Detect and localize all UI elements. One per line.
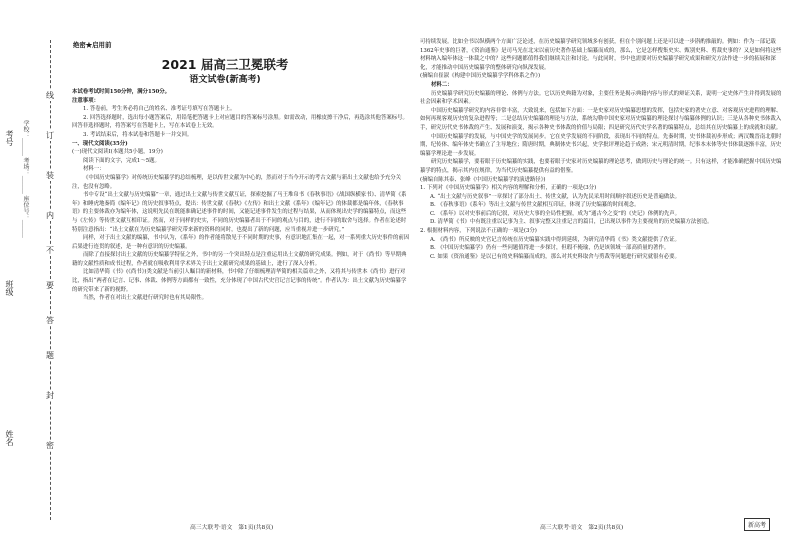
paragraph: 2. 根据材料内容，下列说法不正确的一项是(3分) bbox=[420, 228, 537, 235]
paragraph: 一、现代文阅读(35分) bbox=[72, 140, 128, 147]
page2-footer: 高三大联考·语文 第2页(共8页) bbox=[540, 525, 624, 531]
paragraph: 中国历史编纂学的发展，与中国史学的发展同步。它在史学发展的不同阶段，表现出不同的特点。先秦时期，史书体裁初步形成；两汉魏晋南北朝时期，纪传体、编年体史书确立了主导地位；隋唐时期，典制体史书兴起，史学批评理论趋于成熟；宋元明清时期，纪事本末体等史书体裁逐渐丰富，历史编纂学理论进一步发展。 bbox=[420, 133, 782, 157]
paragraph: 可持续发展。比如全书以纵横两个方面广泛论述，在历史编纂学研究领域多有创获，但在个别问题上还是可以进一步斟酌推敲的。例如：作为一部记载1362年史事的巨著，《资治通鉴》是司马光在北宋以前历史著作基础上编纂而成的，那么，它是怎样搜集史实、甄别史料、剪裁史事的？又是如何将这些材料纳入编年体这一体裁之中的？这些问题都值得我们继续关注和讨论。与此同时，书中也需要对历史编纂学研究成果和研究方法作进一步的拓展和深化，才能推动中国历史编纂学的整体研究向纵深发展。 bbox=[420, 39, 782, 71]
paragraph: 材料二： bbox=[431, 81, 453, 88]
paragraph: A. 《尚书》所反映的史官记言传统在历史编纂实践中得到延续，为研究清华简《书》类文献提供了佐证。 bbox=[430, 236, 680, 243]
seal-mark: 答 bbox=[46, 316, 54, 325]
paragraph: (摘编自崔淑《构建中国历史编纂学学科体系之作》) bbox=[420, 73, 541, 80]
seal-mark: 题 bbox=[46, 351, 54, 360]
paragraph: (一)现代文阅读Ⅰ(本题共5小题，19分) bbox=[72, 149, 163, 156]
seal-mark: 内 bbox=[46, 211, 54, 220]
exam-title: 2021 届高三卫冕联考 bbox=[161, 57, 289, 72]
paragraph: 阅读下面的文字，完成1～5题。 bbox=[83, 157, 160, 164]
paragraph: B. 《春秋事语》《系年》等出土文献与传世文献相互印证，体现了历史编纂的时间观念。 bbox=[430, 202, 640, 209]
paragraph: 2. 回答选择题时，选出每小题答案后，用铅笔把答题卡上对应题目的答案标号涂黑。如需改动，用橡皮擦干净后，再选涂其他答案标号。回答非选择题时，将答案写在答题卡上，写在本试卷上无效。 bbox=[72, 114, 408, 130]
seal-mark: 封 bbox=[46, 391, 54, 400]
paragraph: 比如清华简《书》(《尚书》)类文献是当前引人瞩目的新材料，书中除了仔细梳理清华简的相关篇章之外，又将其与传世本《尚书》进行对比，指出“两者在记言、记事、体裁、体例等方面都有一致性，充分体现了中国古代史官记言记事的传统”。作者认为：出土文献为历史编纂学的研究带来了新的视野。 bbox=[72, 269, 407, 293]
secret-label: 绝密★启用前 bbox=[73, 41, 112, 49]
paragraph: 书中专设“出土文献与历史编纂”一章，通过出土文献与传世文献互证，探索挖掘了马王堆帛书《春秋事语》《战国纵横家书》、清华简《系年》和睡虎地秦简《编年记》的历史叙事特点，提出：传世文献《春秋》《左传》和出土文献《系年》《编年记》的体裁都是编年体，《春秋事语》的主要体裁亦为编年体，这说明先民在既能准确记述事件的时间，又能记述事件发生的过程与结果，从而体现出史学的编纂特点，而这些与《左传》等传世文献互相印证。然而，对于同样的史实，不同的历史编纂者出于不同的观点与目的，进行不同的取舍与选择。作者在论述时特别注意指出：“出土文献在为历史编纂学研究带来新的资料的同时，也提出了新的问题，应当重视并进一步研究。” bbox=[72, 192, 407, 233]
paragraph: 《中国历史编纂学》对传统历史编纂学的总结梳理，是以传世文献为中心的，然而对于当今开示的考古文献与新出土文献也给予充分关注，也没有忽略。 bbox=[72, 174, 402, 190]
paragraph: 1. 下列对《中国历史编纂学》相关内容的理解和分析，正确的一项是(3分) bbox=[420, 185, 597, 192]
paragraph: C. 如果《资治通鉴》是以已有的史料编纂而成的，那么对其史料取舍与剪裁等问题进行研究就很有必要。 bbox=[430, 253, 680, 260]
margin-instruction: 学校：______ 考场：______ 座位号：______ bbox=[22, 120, 29, 238]
paragraph: 1. 答卷前，考生务必将自己的姓名、准考证号填写在答题卡上。 bbox=[83, 106, 236, 113]
seal-mark: 要 bbox=[46, 281, 54, 290]
paragraph: 研究历史编纂学，要着眼于历史编纂的实践，也要着眼于史家对历史编纂的理论思考，做到历史与理论的统一。只有这样，才能准确把握中国历史编纂学的特点，揭示其内在规律，为当代历史编纂提供有益的借鉴。 bbox=[420, 159, 782, 174]
paragraph: 历史编纂学研究历史编纂的理论、体例与方法。它以历史典籍为对象，主要任务是揭示典籍内容与形式的辩证关系，说明一定史体产生并得到发展的社会因素和学术因素。 bbox=[420, 90, 782, 106]
paragraph: (摘编自陈其泰、张峰《中国历史编纂学的演进路径》) bbox=[420, 176, 546, 183]
page1-column bbox=[72, 88, 410, 516]
seal-mark: 装 bbox=[46, 171, 54, 180]
paragraph: 本试卷考试时间150分钟，满分150分。 bbox=[72, 89, 170, 95]
seal-mark: 不 bbox=[46, 246, 54, 255]
paragraph: 3. 考试结束后，将本试卷和答题卡一并交回。 bbox=[83, 131, 193, 138]
exam-subtitle: 语文试卷(新高考) bbox=[189, 75, 261, 85]
paragraph: A. “出土文献与历史叙事”一章探讨了部分出土、传世文献，认为先民采用时间顺序叙述历史是普遍做法。 bbox=[430, 193, 681, 200]
page1-footer: 高三大联考·语文 第1页(共8页) bbox=[190, 525, 274, 531]
seal-mark: 线 bbox=[46, 91, 54, 100]
edition-badge: 新高考 bbox=[744, 518, 770, 531]
page2-column bbox=[420, 38, 782, 516]
seal-mark: 密 bbox=[46, 441, 54, 450]
paragraph: 中国历史编纂学研究的内容非常丰富，大致说来，包括如下方面：一是史家对历史编纂思想的发挥，包括史家的著史立意、对客观历史进程的理解、如何再现客观历史的复杂进程等；二是总结历史编纂的理论与方法，系统勾勒中国史家对历史编纂的理论探讨与编纂体例的认识；三是从各种史书体裁入手，研究历代史书体裁的产生、发展和演变，揭示各种史书体裁的价值与局限；四是研究历代史学名著的编纂特点，总结其在历史编纂上的成就和贡献。 bbox=[420, 107, 782, 131]
paragraph: B. 《中国历史编纂学》仍有一些问题值得进一步探讨，但瑕不掩瑜，仍是该领域一部高质量的著作。 bbox=[430, 245, 670, 252]
paragraph: 当然，作者在对出土文献进行研究时也有其局限性。 bbox=[83, 295, 207, 302]
paragraph: 材料一： bbox=[83, 166, 105, 173]
exam-id-label: 考号 bbox=[5, 130, 14, 146]
paragraph: 注意事项： bbox=[72, 97, 99, 104]
class-label: 班级 bbox=[5, 280, 14, 296]
seal-mark: 订 bbox=[46, 131, 54, 140]
paragraph: D. 清华简《书》中有既注重以记事为主、叙事完整又注重记言的篇目，已出现以事件为主要视角的历史编纂方法创造。 bbox=[430, 219, 713, 226]
name-label: 姓名 bbox=[5, 430, 14, 446]
paragraph: 同样，对于出土文献的编纂，书中认为，《系年》的作者能将散见于不同时期的史事，有意识地汇集在一起，对一系列重大历史事件的前因后果进行连贯的叙述，是一种有意识的历史编纂。 bbox=[72, 235, 410, 250]
paragraph: 而除了直接探讨出土文献的历史编纂学特征之外，书中的另一个突出特点是注重运用出土文献的研究成果。例如，对于《尚书》等早期典籍的文献性质和成书过程，作者就在吸收利用学术界关于出土文献研究成果的基础上，进行了深入分析。 bbox=[72, 252, 407, 267]
paragraph: C. 《系年》以对史事前后的记叙，对历史大事的全局性把握，成为“通古今之变”的《史记》体例的先声。 bbox=[430, 210, 681, 217]
binding-margin bbox=[0, 0, 60, 551]
